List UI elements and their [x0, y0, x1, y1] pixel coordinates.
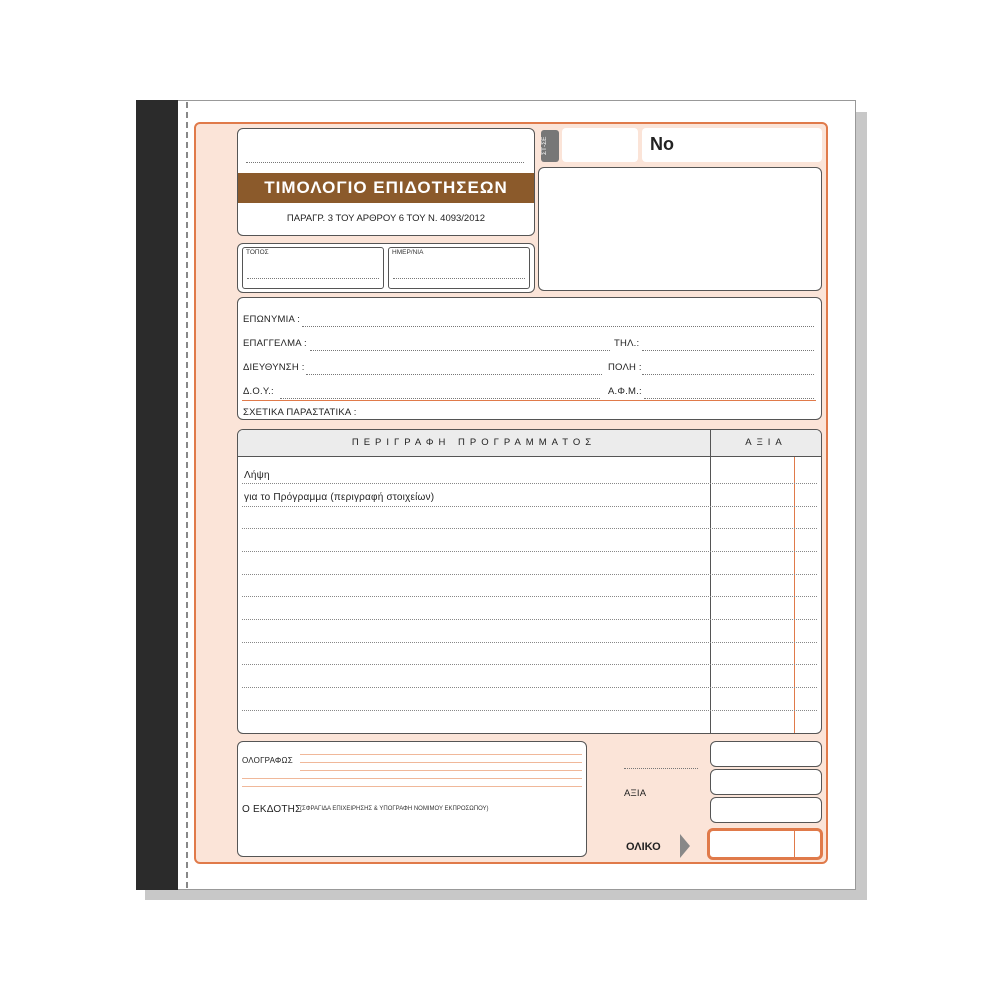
table-row[interactable] — [242, 551, 817, 552]
table-row[interactable] — [242, 483, 817, 484]
date-label: ΗΜΕΡ/ΝΙΑ — [392, 249, 424, 256]
phone-label: ΤΗΛ.: — [614, 338, 640, 349]
in-words-line[interactable] — [242, 778, 582, 779]
tax-office-label: Δ.Ο.Υ.: — [243, 386, 274, 397]
vat-line[interactable] — [644, 398, 814, 399]
number-field[interactable] — [642, 128, 822, 162]
customer-block — [237, 297, 822, 420]
subtotal-box-3[interactable] — [710, 797, 822, 823]
phone-line[interactable] — [642, 350, 814, 351]
total-arrow-icon — [680, 834, 690, 858]
subtotal-box-2[interactable] — [710, 769, 822, 795]
table-row[interactable] — [242, 574, 817, 575]
in-words-line[interactable] — [300, 762, 582, 763]
in-words-line[interactable] — [242, 786, 582, 787]
place-label: ΤΟΠΟΣ — [246, 249, 269, 256]
total-label: ΟΛΙΚΟ — [626, 841, 661, 853]
profession-label: ΕΠΑΓΓΕΛΜΑ : — [243, 338, 307, 349]
total-cents-divider — [794, 831, 795, 859]
date-field[interactable] — [388, 247, 530, 289]
address-label: ΔΙΕΥΘΥΝΣΗ : — [243, 362, 305, 373]
name-line[interactable] — [302, 326, 814, 327]
subtotal-box-1[interactable] — [710, 741, 822, 767]
value-header: ΑΞΙΑ — [710, 430, 821, 457]
stamp-area[interactable] — [538, 167, 822, 291]
customer-orange-rule — [242, 400, 816, 401]
series-tag: ΣΤ-ΣΕ — [541, 130, 559, 162]
title-block — [237, 128, 535, 236]
document-subtitle: ΠΑΡΑΓΡ. 3 ΤΟΥ ΑΡΘΡΟΥ 6 ΤΟΥ Ν. 4093/2012 — [286, 213, 486, 224]
related-docs-label: ΣΧΕΤΙΚΑ ΠΑΡΑΣΤΑΤΙΚΑ : — [243, 407, 357, 418]
number-label: No — [650, 134, 674, 154]
in-words-line[interactable] — [300, 770, 582, 771]
table-row[interactable] — [242, 528, 817, 529]
program-line2: για το Πρόγραμμα (περιγραφή στοιχείων) — [244, 492, 435, 503]
place-line — [247, 278, 379, 279]
total-box[interactable] — [707, 828, 823, 860]
profession-line[interactable] — [310, 350, 610, 351]
in-words-line[interactable] — [300, 754, 582, 755]
issuer-name-line[interactable] — [246, 137, 524, 163]
place-field[interactable] — [242, 247, 384, 289]
city-line[interactable] — [642, 374, 814, 375]
issuer-label: Ο ΕΚΔΟΤΗΣ — [242, 804, 302, 815]
table-row[interactable] — [242, 710, 817, 711]
binding-spine — [136, 100, 178, 890]
city-label: ΠΟΛΗ : — [608, 362, 642, 373]
document-title: ΤΙΜΟΛΟΓΙΟ ΕΠΙΔΟΤΗΣΕΩΝ — [238, 173, 534, 203]
name-label: ΕΠΩΝΥΜΙΑ : — [243, 314, 301, 325]
table-row[interactable] — [242, 619, 817, 620]
value-amount-line[interactable] — [624, 768, 698, 769]
table-row[interactable] — [242, 506, 817, 507]
perforation-line — [186, 102, 188, 888]
issuer-block — [237, 741, 587, 857]
date-line — [393, 278, 525, 279]
table-row[interactable] — [242, 596, 817, 597]
value-label: ΑΞΙΑ — [624, 788, 647, 799]
address-line[interactable] — [306, 374, 602, 375]
tax-office-line[interactable] — [280, 398, 600, 399]
vat-label: Α.Φ.Μ.: — [608, 386, 642, 397]
program-table — [237, 429, 822, 734]
table-row[interactable] — [242, 687, 817, 688]
issuer-note: (ΣΦΡΑΓΙΔΑ ΕΠΙΧΕΙΡΗΣΗΣ & ΥΠΟΓΡΑΦΗ ΝΟΜΙΜΟΥ ΕΚΠΡΟΣΩΠΟΥ) — [300, 806, 489, 812]
serial-blank[interactable] — [562, 128, 638, 162]
program-line1: Λήψη — [244, 470, 270, 481]
in-words-label: ΟΛΟΓΡΑΦΩΣ — [242, 756, 293, 765]
place-date-block — [237, 243, 535, 293]
table-row[interactable] — [242, 664, 817, 665]
table-row[interactable] — [242, 642, 817, 643]
description-header: ΠΕΡΙΓΡΑΦΗ ΠΡΟΓΡΑΜΜΑΤΟΣ — [238, 430, 710, 457]
